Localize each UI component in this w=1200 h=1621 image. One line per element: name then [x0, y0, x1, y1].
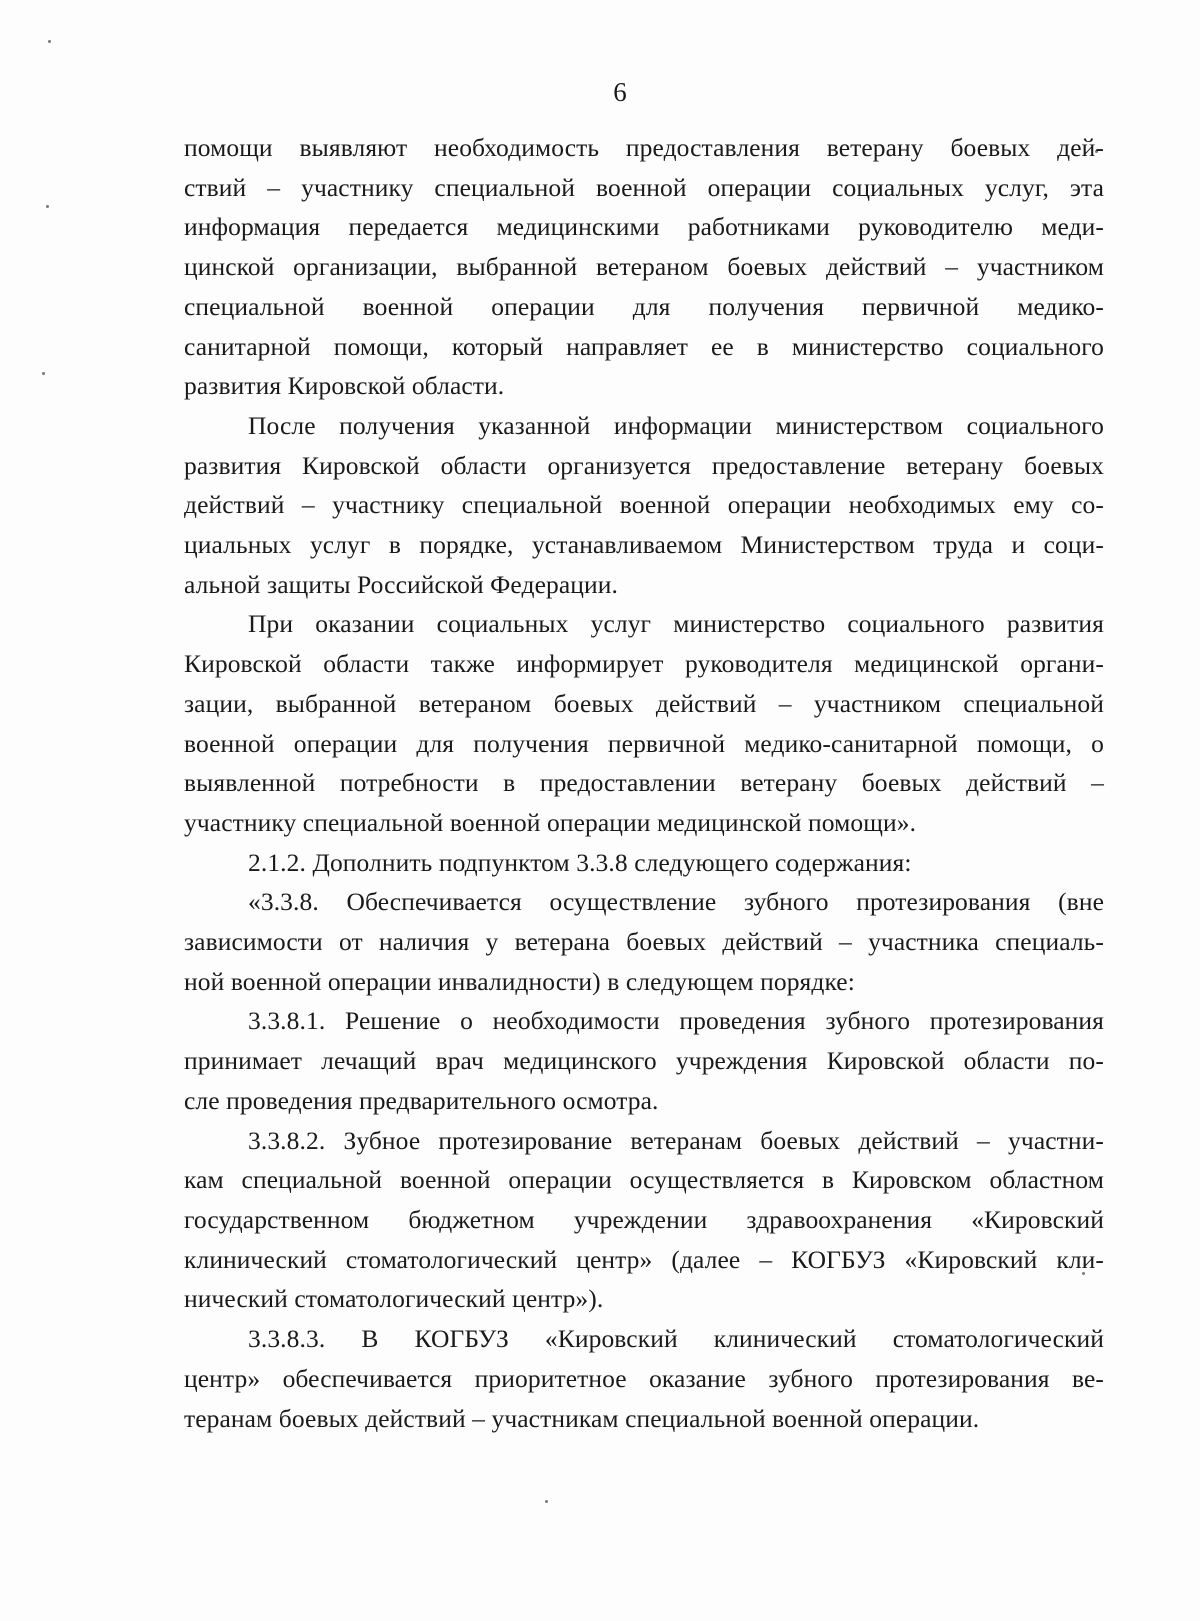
- paragraph: [184, 843, 1104, 883]
- scan-speck: [46, 205, 49, 208]
- text-line: кам специальной военной операции осуществляется в Кировском областном: [184, 1165, 1104, 1195]
- text-line: развития Кировской области организуется предоставление ветерану боевых: [184, 450, 1104, 480]
- text-line: военной операции для получения первичной медико-санитарной помощи, о: [184, 728, 1104, 758]
- page-number: 6: [613, 77, 627, 107]
- paragraph: [184, 1121, 1104, 1320]
- text-line: «3.3.8. Обеспечивается осуществление зубного протезирования (вне: [248, 887, 1104, 917]
- paragraph: [184, 128, 1104, 406]
- text-line: развития Кировской области.: [184, 371, 505, 401]
- text-line: цинской организации, выбранной ветераном боевых действий – участником: [184, 252, 1104, 282]
- text-line: зависимости от наличия у ветерана боевых действий – участника специаль-: [184, 927, 1104, 957]
- text-line: сле проведения предварительного осмотра.: [184, 1085, 659, 1115]
- text-line: Кировской области также информирует руководителя медицинской органи-: [184, 649, 1104, 679]
- paragraph: [184, 406, 1104, 605]
- text-line: выявленной потребности в предоставлении ветерану боевых действий –: [184, 768, 1104, 798]
- text-line: помощи выявляют необходимость предоставления ветерану боевых дей-: [184, 133, 1104, 162]
- text-line: центр» обеспечивается приоритетное оказание зубного протезирования ве-: [184, 1363, 1104, 1393]
- text-line: государственном бюджетном учреждении здравоохранения «Кировский: [184, 1204, 1104, 1234]
- text-line: нический стоматологический центр»).: [184, 1284, 604, 1314]
- text-line: ствий – участнику специальной военной операции социальных услуг, эта: [184, 172, 1104, 202]
- text-line: теранам боевых действий – участникам специальной военной операции.: [184, 1403, 980, 1433]
- text-line: зации, выбранной ветераном боевых действий – участником специальной: [184, 688, 1104, 718]
- text-line: 2.1.2. Дополнить подпунктом 3.3.8 следующего содержания:: [248, 847, 912, 877]
- text-line: При оказании социальных услуг министерство социального развития: [248, 609, 1104, 639]
- text-line: ной военной операции инвалидности) в следующем порядке:: [184, 966, 855, 996]
- paragraph: [184, 882, 1104, 1001]
- paragraph: [184, 604, 1104, 842]
- text-line: информация передается медицинскими работниками руководителю меди-: [184, 212, 1104, 242]
- text-line: 3.3.8.1. Решение о необходимости проведения зубного протезирования: [248, 1006, 1104, 1036]
- document-body: [184, 128, 1104, 1438]
- text-line: альной защиты Российской Федерации.: [184, 569, 618, 599]
- text-line: 3.3.8.2. Зубное протезирование ветеранам боевых действий – участни-: [248, 1125, 1104, 1155]
- text-line: участнику специальной военной операции медицинской помощи».: [184, 807, 917, 837]
- text-line: циальных услуг в порядке, устанавливаемом Министерством труда и соци-: [184, 530, 1104, 560]
- text-line: После получения указанной информации министерством социального: [248, 410, 1104, 440]
- scan-speck: [42, 372, 45, 375]
- scan-speck: [48, 40, 51, 43]
- text-line: действий – участнику специальной военной операции необходимых ему со-: [184, 490, 1104, 520]
- text-line: принимает лечащий врач медицинского учреждения Кировской области по-: [184, 1046, 1104, 1076]
- text-line: 3.3.8.3. В КОГБУЗ «Кировский клинический стоматологический: [248, 1324, 1104, 1354]
- text-line: санитарной помощи, который направляет ее в министерство социального: [184, 331, 1104, 361]
- paragraph: [184, 1319, 1104, 1438]
- text-line: специальной военной операции для получения первичной медико-: [184, 291, 1104, 321]
- paragraph: [184, 1001, 1104, 1120]
- text-line: клинический стоматологический центр» (далее – КОГБУЗ «Кировский кли-: [184, 1244, 1104, 1274]
- scan-speck: [545, 1500, 548, 1503]
